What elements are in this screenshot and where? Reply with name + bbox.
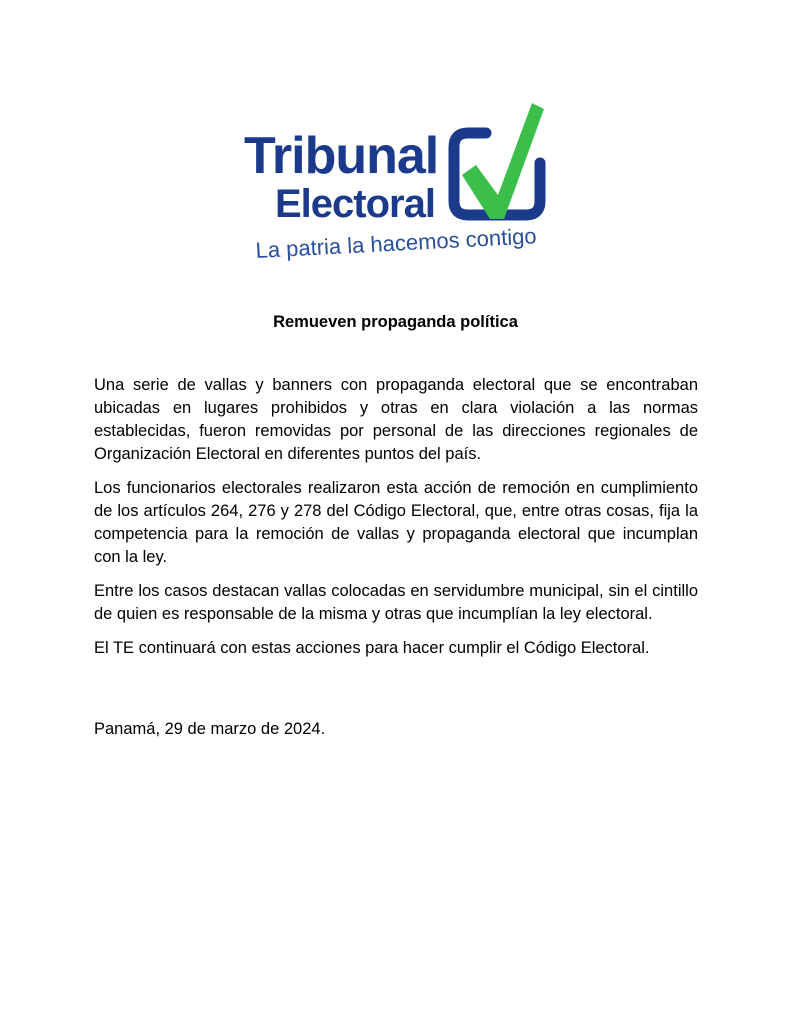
- paragraph-1: Una serie de vallas y banners con propaganda electoral que se encontraban ubicadas en lugares prohibidos y otras en clara violación a las normas establecidas, fueron removidas por personal de las direcciones regionales de Organización Electoral en diferentes puntos del país.: [94, 376, 698, 463]
- paragraph-2: Los funcionarios electorales realizaron esta acción de remoción en cumplimiento de los artículos 264, 276 y 278 del Código Electoral, que, entre otras cosas, fija la competencia para la remoción de vallas y propaganda electoral que incumplan con la ley.: [94, 479, 698, 566]
- logo-slogan: La patria la hacemos contigo: [254, 223, 538, 263]
- document-body: [94, 374, 698, 671]
- logo-graphic: [240, 95, 560, 270]
- tribunal-electoral-logo: [240, 95, 560, 270]
- document-title: Remueven propaganda política: [273, 313, 518, 331]
- paragraph-3: Entre los casos destacan vallas colocadas en servidumbre municipal, sin el cintillo de quien es responsable de la misma y otras que incumplían la ley electoral.: [94, 582, 698, 623]
- logo-checkmark-icon: [462, 103, 544, 219]
- date-line: Panamá, 29 de marzo de 2024.: [94, 720, 326, 738]
- paragraph-4: El TE continuará con estas acciones para hacer cumplir el Código Electoral.: [94, 639, 650, 657]
- logo-line2: Electoral: [275, 182, 435, 226]
- logo-line1: Tribunal: [244, 127, 439, 185]
